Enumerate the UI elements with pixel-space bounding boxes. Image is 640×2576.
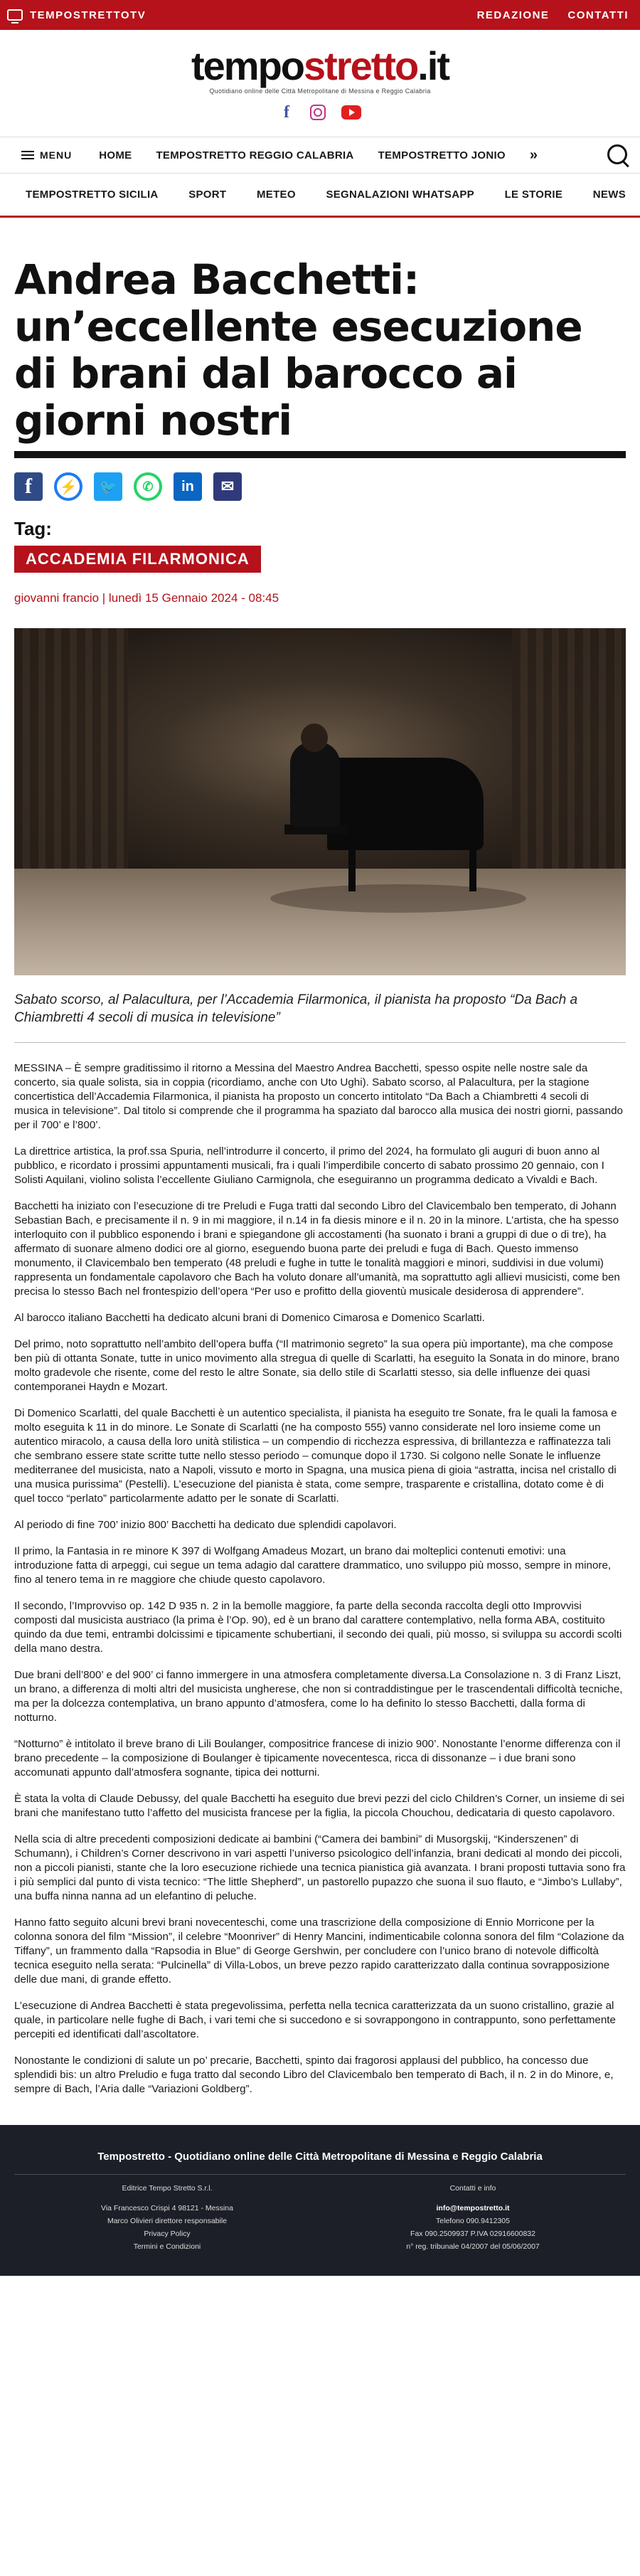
title-divider: [14, 451, 626, 458]
paragraph: Bacchetti ha iniziato con l’esecuzione di tre Preludi e Fuga tratti dal secondo Libro del Clavicembalo ben temperato, di Johann Sebastian Bach, e precisamente il n. 9 in mi maggiore, il n.14 in fa diesis minore e il n. 20 in la minore. L’artista, che ha spesso interloquito con il pubblico esponendo i brani e spiegandone gli accostamenti (ha suonato i brani a gruppi di due o di tre), ha affermato di suonare almeno dodici ore al giorno, eseguendo buona parte dei preludi e fuga di Bach. Questo immenso monumento, il Clavicembalo ben temperato (48 preludi e fughe in tutte le tonalità maggiori e minori, suddivisi in due volumi) rappresenta un fondamentale capolavoro che Bach ha voluto donare all’umanità, ma soprattutto agli allievi musicisti, come ben precisa lo stesso Bach nel frontespizio dell’opera “Per uso e profitto della gioventù musicale desiderosa di apprendere”.: [14, 1200, 620, 1298]
paragraph: Al periodo di fine 700’ inizio 800’ Bacchetti ha dedicato due splendidi capolavori.: [14, 1519, 397, 1531]
social-links: [279, 102, 361, 122]
caption-divider: [14, 1042, 626, 1043]
search-icon[interactable]: [606, 143, 630, 167]
paragraph: Due brani dell’800’ e del 900’ ci fanno immergere in una atmosfera completamente diversa.La Consolazione n. 3 di Franz Liszt, un brano, a differenza di molti altri del musicista ungherese, che non si contraddistingue per le trascendentali difficoltà tecniche, ma per la dolcezza contemplativa, un brano appunto d’atmosfera, come lo ha definito lo stesso Bacchetti, dalla forma di notturno.: [14, 1669, 623, 1724]
footer-address: Via Francesco Crispi 4 98121 - Messina: [101, 2204, 233, 2212]
nav-sport[interactable]: SPORT: [188, 189, 227, 201]
photo-pianist: [290, 742, 340, 827]
top-bar: [0, 0, 640, 30]
paragraph: Del primo, noto soprattutto nell’ambito dell’opera buffa (“Il matrimonio segreto” la sua opera più importante), ma che compose ben più di ottanta Sonate, tutte in unico movimento alla stregua di quelle di Scarlatti, ha eseguito la Sonata in do minore, brano molto gradevole che risente, come del resto le altre Sonate, sia dello stile di Scarlatti stesso, sia delle influenze dei quasi contemporanei Haydn e Mozart.: [14, 1338, 620, 1393]
terms-link[interactable]: Termini e Condizioni: [133, 2242, 201, 2251]
nav-whatsapp[interactable]: SEGNALAZIONI WHATSAPP: [326, 189, 474, 201]
footer-publisher: Editrice Tempo Stretto S.r.l.: [122, 2184, 213, 2193]
article-body: [14, 1061, 626, 2097]
more-nav-button[interactable]: »: [529, 147, 538, 163]
footer-phone: Telefono 090.9412305: [436, 2217, 510, 2225]
share-facebook-icon[interactable]: f: [14, 472, 43, 501]
paragraph: L’esecuzione di Andrea Bacchetti è stata pregevolissima, perfetta nella tecnica caratterizzata da un suono cristallino, grazie al quale, in particolare nelle fughe di Bach, i vari temi che si succedono e si sovrappongono in contrappunto, sono perfettamente percepiti ed identificati dall’ascoltatore.: [14, 2000, 616, 2040]
footer-left: [14, 2182, 320, 2253]
footer-contacts-heading: Contatti e info: [449, 2184, 496, 2193]
share-email-icon[interactable]: ✉: [213, 472, 242, 501]
share-twitter-icon[interactable]: 🐦: [94, 472, 122, 501]
article: [0, 256, 640, 2097]
footer-title: Tempostretto - Quotidiano online delle Città Metropolitane di Messina e Reggio Calabria: [97, 2151, 543, 2163]
site-tagline: Quotidiano online delle Città Metropolitane di Messina e Reggio Calabria: [209, 88, 431, 95]
photo-pianist-head: [301, 723, 328, 752]
paragraph: “Notturno” è intitolato il breve brano di Lili Boulanger, compositrice francese di inizio 900’. Nonostante l’enorme differenza con il brano precedente – la composizione di Boulanger è tipicamente novecentesca, ricca di dissonanze – i due brani sono accomunati appunto dall’atmosfera sognante, tipica dei notturni.: [14, 1738, 621, 1779]
share-linkedin-icon[interactable]: in: [174, 472, 202, 501]
footer-registration: n° reg. tribunale 04/2007 del 05/06/2007: [406, 2242, 540, 2251]
tag-badge[interactable]: ACCADEMIA FILARMONICA: [14, 546, 261, 573]
footer-right: [320, 2182, 626, 2253]
photo-caption: Sabato scorso, al Palacultura, per l’Accademia Filarmonica, il pianista ha proposto “Da Bach a Chiambretti 4 secoli di musica in televisione”: [14, 992, 578, 1025]
article-title: Andrea Bacchetti: un’eccellente esecuzione di brani dal barocco ai giorni nostri: [14, 255, 582, 445]
paragraph: È stata la volta di Claude Debussy, del quale Bacchetti ha eseguito due brevi pezzi del ciclo Children’s Corner, un insieme di sei brani che manifestano tutto l’affetto del musicista francese per la figlia, la piccola Chouchou, dedicataria di questo capolavoro.: [14, 1793, 625, 1819]
contatti-link[interactable]: CONTATTI: [567, 9, 629, 21]
article-photo: [14, 628, 626, 975]
nav-meteo[interactable]: METEO: [256, 189, 296, 201]
paragraph: Nella scia di altre precedenti composizioni dedicate ai bambini (“Camera dei bambini” di Musorgskij, “Kinderszenen” di Schumann), i Children’s Corner descrivono in vari aspetti l’universo psicologico dell’infanzia, brani dedicati al mondo dei piccoli, non a piccoli pianisti, stante che la loro esecuzione richiede una tecnica pianistica già avanzata. I brani proposti tuttavia sono fra i più semplici dal punto di vista tecnico: “The little Shepherd”, un pastorello pupazzo che suona il suo flauto, e “Jimbo’s Lullaby”, una buffa ninna nanna ad un elefantino di peluche.: [14, 1833, 626, 1902]
site-footer: [0, 2125, 640, 2276]
brand-header: [0, 30, 640, 137]
photo-piano-leg: [469, 842, 476, 891]
article-meta: giovanni francio | lunedì 15 Gennaio 2024 - 08:45: [14, 591, 279, 605]
nav-sicilia[interactable]: TEMPOSTRETTO SICILIA: [26, 189, 159, 201]
share-whatsapp-icon[interactable]: ✆: [134, 472, 162, 501]
paragraph: MESSINA – È sempre graditissimo il ritorno a Messina del Maestro Andrea Bacchetti, spesso ospite nelle nostre sale da concerto, sia quale solista, sia in coppia (ricordiamo, anche con Uto Ughi). Sabato scorso, al Palacultura, per la stagione concertistica dell’Accademia Filarmonica, il pianista ha proposto un concerto intitolato “Da Bach a Chiambretti 4 secoli di musica in televisione”. Dal titolo si comprende che il programma ha spaziato dal barocco alla musica dei nostri giorni, passando per il 700’ e l’800’.: [14, 1062, 623, 1131]
secondary-nav: [0, 174, 640, 218]
photo-piano-leg: [348, 842, 356, 891]
paragraph: Il secondo, l’Improvviso op. 142 D 935 n. 2 in la bemolle maggiore, fa parte della seconda raccolta degli otto Improvvisi composti dal musicista austriaco (la prima è l’Op. 90), ed è un brano dal carattere contemplativo, nella forma ABA, costituito quindo da due temi, entrambi dolcissimi e tipicamente schubertiani, il secondo dei quali, più mosso, si sviluppa su accordi scolti della mano destra.: [14, 1600, 622, 1655]
privacy-policy-link[interactable]: Privacy Policy: [144, 2230, 191, 2238]
paragraph: Nonostante le condizioni di salute un po’ precarie, Bacchetti, spinto dai fragorosi applausi del pubblico, ha concesso due splendidi bis: un altro Preludio e fuga tratto dal secondo Libro del Clavicembalo ben temperato di Bach, il n. 2 in do Minore, e, sempre di Bach, l’Aria dalle “Variazioni Goldberg”.: [14, 2055, 614, 2095]
tv-icon: [7, 9, 23, 21]
footer-director: Marco Olivieri direttore responsabile: [107, 2217, 228, 2225]
nav-news[interactable]: NEWS: [592, 189, 626, 201]
footer-email-link[interactable]: info@tempostretto.it: [436, 2204, 510, 2212]
paragraph: Di Domenico Scarlatti, del quale Bacchetti è un autentico specialista, il pianista ha eseguito tre Sonate, fra le quali la famosa e molto eseguita k 11 in do minore. Le Sonate di Scarlatti (ne ha composto 555) vanno considerate nel loro insieme come un autentico miracolo, a causa della loro unità stilistica – un compendio di ricchezza espressiva, di brillantezza e raffinatezza tali che sembrano essere state scritte tutte nello stesso periodo – comunque dopo il 1730. Si colgono nelle Sonate le influenze mediterranee del musicista, nato a Napoli, vissuto e morto in Spagna, una musica piena di gioia “astratta, incisa nel cristallo di una musica purissima” (Pestelli). L’esecuzione del pianista è stata, come sempre, trasparente e cristallina, dotato come è di quel tocco “perlato” particolarmente adatto per le sonate di Scarlatti.: [14, 1407, 617, 1505]
share-bar: [14, 471, 626, 502]
paragraph: La direttrice artistica, la prof.ssa Spuria, nell’introdurre il concerto, il primo del 2024, ha formulato gli auguri di buon anno al pubblico, e ricordato i prossimi appuntamenti musicali, fra i quali l’imperdibile concerto di sabato prossimo 20 gennaio, con I Solisti Aquilani, violino solista l’eccellente Giuliano Carmignola, che eseguiranno un programma dedicato a Vivaldi e Bach.: [14, 1145, 604, 1186]
paragraph: Al barocco italiano Bacchetti ha dedicato alcuni brani di Domenico Cimarosa e Domenico Scarlatti.: [14, 1312, 485, 1324]
menu-button[interactable]: MENU: [21, 149, 72, 161]
paragraph: Hanno fatto seguito alcuni brevi brani novecenteschi, come una trascrizione della composizione di Ennio Morricone per la colonna sonora del film “Mission”, il celebre “Moonriver” di Henry Mancini, indimenticabile colonna sonora del film “Colazione da Tiffany”, un frammento dalla “Rapsodia in Blue” di George Gershwin, per concludere con l’unico brano di notevole difficoltà tecnica eseguito nella serata: “Pulcinella” di Villa-Lobos, un breve pezzo rapido caratterizzato dalla continua sovrapposizione delle due mani, di grande effetto.: [14, 1917, 624, 1986]
photo-piano: [327, 758, 484, 850]
photo-stage: [14, 869, 626, 975]
tag-label: Tag:: [14, 518, 52, 539]
footer-fax-vat: Fax 090.2509937 P.IVA 02916600832: [410, 2230, 535, 2238]
share-messenger-icon[interactable]: ⚡: [54, 472, 82, 501]
nav-jonio[interactable]: TEMPOSTRETTO JONIO: [378, 149, 506, 161]
facebook-icon[interactable]: f: [284, 102, 289, 122]
nav-reggio-calabria[interactable]: TEMPOSTRETTO REGGIO CALABRIA: [156, 149, 354, 161]
paragraph: Il primo, la Fantasia in re minore K 397 di Wolfgang Amadeus Mozart, un brano dai molteplici contenuti emotivi: una introduzione fatta di arpeggi, cui segue un tema adagio dal carattere drammatico, uno sviluppo più mosso, sempre in minore, fino al tenero tema in re maggiore che chiude questo capolavoro.: [14, 1545, 612, 1586]
redazione-link[interactable]: REDAZIONE: [476, 9, 550, 21]
nav-home[interactable]: HOME: [99, 149, 132, 161]
nav-storie[interactable]: LE STORIE: [504, 189, 563, 201]
tv-link[interactable]: [7, 9, 146, 21]
hamburger-icon: [21, 151, 34, 159]
photo-shadow: [270, 884, 526, 913]
youtube-icon[interactable]: [341, 105, 361, 120]
primary-nav: [0, 137, 640, 174]
instagram-icon[interactable]: [310, 105, 326, 120]
site-logo[interactable]: tempostretto.it: [191, 43, 449, 88]
footer-divider: [14, 2174, 626, 2175]
tv-label[interactable]: TEMPOSTRETTOTV: [30, 9, 146, 21]
